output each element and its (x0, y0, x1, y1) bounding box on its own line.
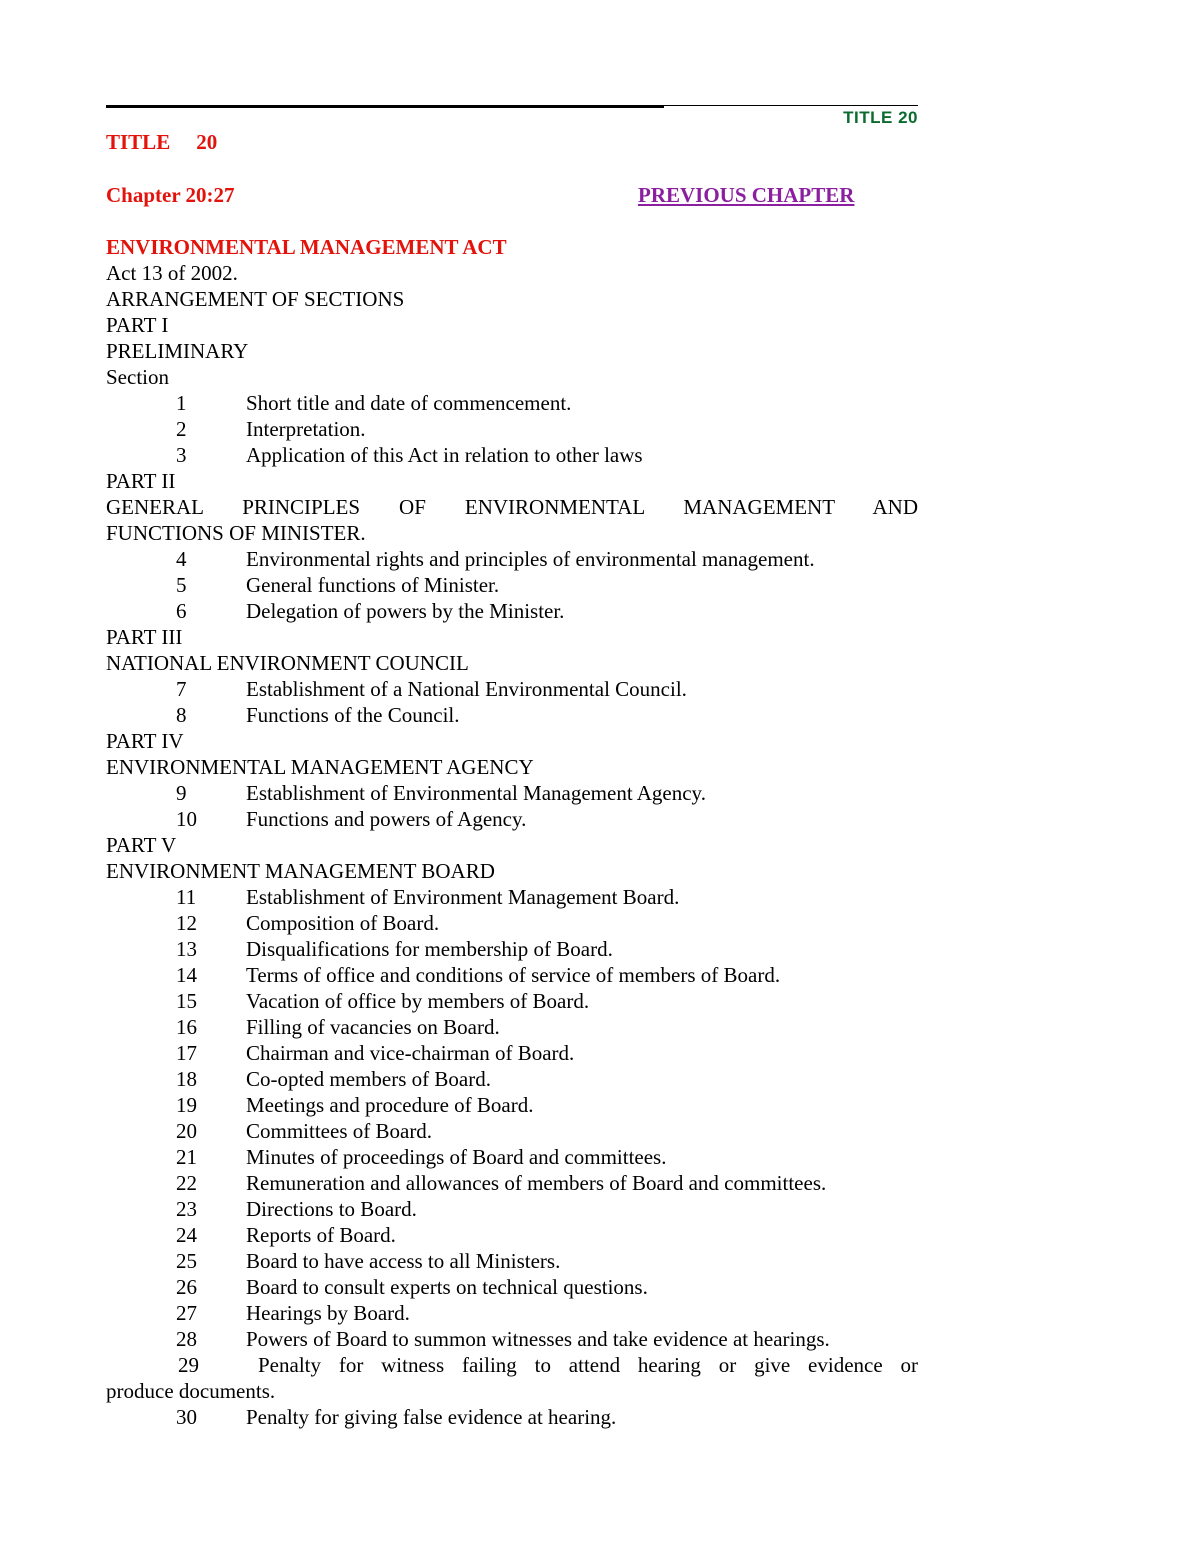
section-title: Functions of the Council. (246, 703, 460, 727)
section-entry (106, 1274, 918, 1300)
section-entry (106, 1326, 918, 1352)
section-number: 11 (176, 885, 197, 909)
section-entry-long (106, 1352, 918, 1378)
section-title: Meetings and procedure of Board. (246, 1093, 534, 1117)
section-title: Powers of Board to summon witnesses and take evidence at hearings. (246, 1327, 830, 1351)
section-entry (106, 1118, 918, 1144)
section-entry (106, 598, 918, 624)
section-column-label: Section (106, 365, 169, 389)
section-title: Penalty for giving false evidence at hearing. (246, 1405, 617, 1429)
part-heading: NATIONAL ENVIRONMENT COUNCIL (106, 651, 469, 675)
section-number: 2 (176, 417, 187, 441)
section-number: 16 (176, 1015, 197, 1039)
section-title: Board to have access to all Ministers. (246, 1249, 561, 1273)
section-number: 27 (176, 1301, 197, 1325)
section-entry (106, 988, 918, 1014)
section-entry (106, 1066, 918, 1092)
document-body (106, 234, 918, 1430)
part-heading: ENVIRONMENT MANAGEMENT BOARD (106, 859, 495, 883)
section-title: Delegation of powers by the Minister. (246, 599, 565, 623)
section-number: 1 (176, 391, 187, 415)
part-heading-line1: GENERAL PRINCIPLES OF ENVIRONMENTAL MANAGEMENT AND (106, 495, 918, 519)
section-number: 19 (176, 1093, 197, 1117)
section-number: 30 (176, 1405, 197, 1429)
section-title: Remuneration and allowances of members of Board and committees. (246, 1171, 827, 1195)
header-rule-thin (664, 105, 918, 106)
section-title: Board to consult experts on technical questions. (246, 1275, 648, 1299)
section-title: Functions and powers of Agency. (246, 807, 527, 831)
section-number: 17 (176, 1041, 197, 1065)
section-number: 21 (176, 1145, 197, 1169)
section-title: Establishment of Environmental Management Agency. (246, 781, 706, 805)
section-number: 12 (176, 911, 197, 935)
part-label: PART V (106, 833, 177, 857)
section-number: 24 (176, 1223, 197, 1247)
section-entry (106, 884, 918, 910)
section-number: 18 (176, 1067, 197, 1091)
section-title-line2: produce documents. (106, 1379, 276, 1403)
section-title: Filling of vacancies on Board. (246, 1015, 500, 1039)
section-entry (106, 936, 918, 962)
section-entry (106, 1196, 918, 1222)
section-number: 14 (176, 963, 197, 987)
previous-chapter-link[interactable]: PREVIOUS CHAPTER (638, 183, 855, 207)
section-number: 5 (176, 573, 187, 597)
section-entry (106, 390, 918, 416)
section-title: Interpretation. (246, 417, 366, 441)
section-title: Minutes of proceedings of Board and committees. (246, 1145, 667, 1169)
section-number: 15 (176, 989, 197, 1013)
section-number: 23 (176, 1197, 197, 1221)
section-entry (106, 546, 918, 572)
section-entry (106, 702, 918, 728)
section-entry (106, 780, 918, 806)
section-number: 8 (176, 703, 187, 727)
section-entry (106, 1248, 918, 1274)
section-number: 13 (176, 937, 197, 961)
title-number: 20 (196, 130, 218, 154)
section-entry (106, 806, 918, 832)
section-title: Chairman and vice-chairman of Board. (246, 1041, 575, 1065)
section-entry (106, 1170, 918, 1196)
section-title: Establishment of a National Environmental Council. (246, 677, 687, 701)
section-number: 25 (176, 1249, 197, 1273)
part-label: PART III (106, 625, 183, 649)
part-heading: ENVIRONMENTAL MANAGEMENT AGENCY (106, 755, 534, 779)
section-number: 29 (178, 1353, 199, 1377)
section-number: 3 (176, 443, 187, 467)
section-entry (106, 1014, 918, 1040)
section-entry (106, 442, 918, 468)
section-number: 7 (176, 677, 187, 701)
section-title: Environmental rights and principles of environmental management. (246, 547, 815, 571)
section-entry (106, 1300, 918, 1326)
section-entry (106, 962, 918, 988)
section-entry (106, 572, 918, 598)
part-label: PART I (106, 313, 169, 337)
section-number: 10 (176, 807, 197, 831)
section-title: Vacation of office by members of Board. (246, 989, 590, 1013)
section-title: Terms of office and conditions of service of members of Board. (246, 963, 781, 987)
section-title: Directions to Board. (246, 1197, 417, 1221)
arrangement-heading: ARRANGEMENT OF SECTIONS (106, 287, 405, 311)
section-entry (106, 676, 918, 702)
section-title: Short title and date of commencement. (246, 391, 572, 415)
header-rule-thick (106, 105, 664, 108)
section-entry (106, 1144, 918, 1170)
section-entry (106, 910, 918, 936)
title-heading (106, 130, 217, 155)
running-header-title: TITLE 20 (843, 108, 918, 127)
section-number: 26 (176, 1275, 197, 1299)
section-entry (106, 1040, 918, 1066)
section-number: 4 (176, 547, 187, 571)
section-title: Application of this Act in relation to other laws (246, 443, 643, 467)
section-number: 9 (176, 781, 187, 805)
section-title: Hearings by Board. (246, 1301, 410, 1325)
section-entry (106, 1404, 918, 1430)
act-number: Act 13 of 2002. (106, 261, 238, 285)
part-heading: PRELIMINARY (106, 339, 249, 363)
section-title-line1: Penalty for witness failing to attend hearing or give evidence or (258, 1353, 918, 1377)
section-number: 6 (176, 599, 187, 623)
part-label: PART IV (106, 729, 184, 753)
section-title: General functions of Minister. (246, 573, 500, 597)
title-label: TITLE (106, 130, 171, 154)
section-title: Committees of Board. (246, 1119, 433, 1143)
section-title: Co-opted members of Board. (246, 1067, 491, 1091)
section-title: Reports of Board. (246, 1223, 396, 1247)
section-title: Composition of Board. (246, 911, 440, 935)
section-number: 22 (176, 1171, 197, 1195)
section-entry (106, 1092, 918, 1118)
part-label: PART II (106, 469, 176, 493)
section-entry (106, 416, 918, 442)
section-entry (106, 1222, 918, 1248)
part-heading-line2: FUNCTIONS OF MINISTER. (106, 521, 366, 545)
chapter-heading: Chapter 20:27 (106, 183, 235, 207)
section-number: 20 (176, 1119, 197, 1143)
part-v-section-list (106, 884, 918, 1352)
section-title: Disqualifications for membership of Board. (246, 937, 613, 961)
act-title: ENVIRONMENTAL MANAGEMENT ACT (106, 235, 507, 259)
section-number: 28 (176, 1327, 197, 1351)
section-title: Establishment of Environment Management Board. (246, 885, 680, 909)
